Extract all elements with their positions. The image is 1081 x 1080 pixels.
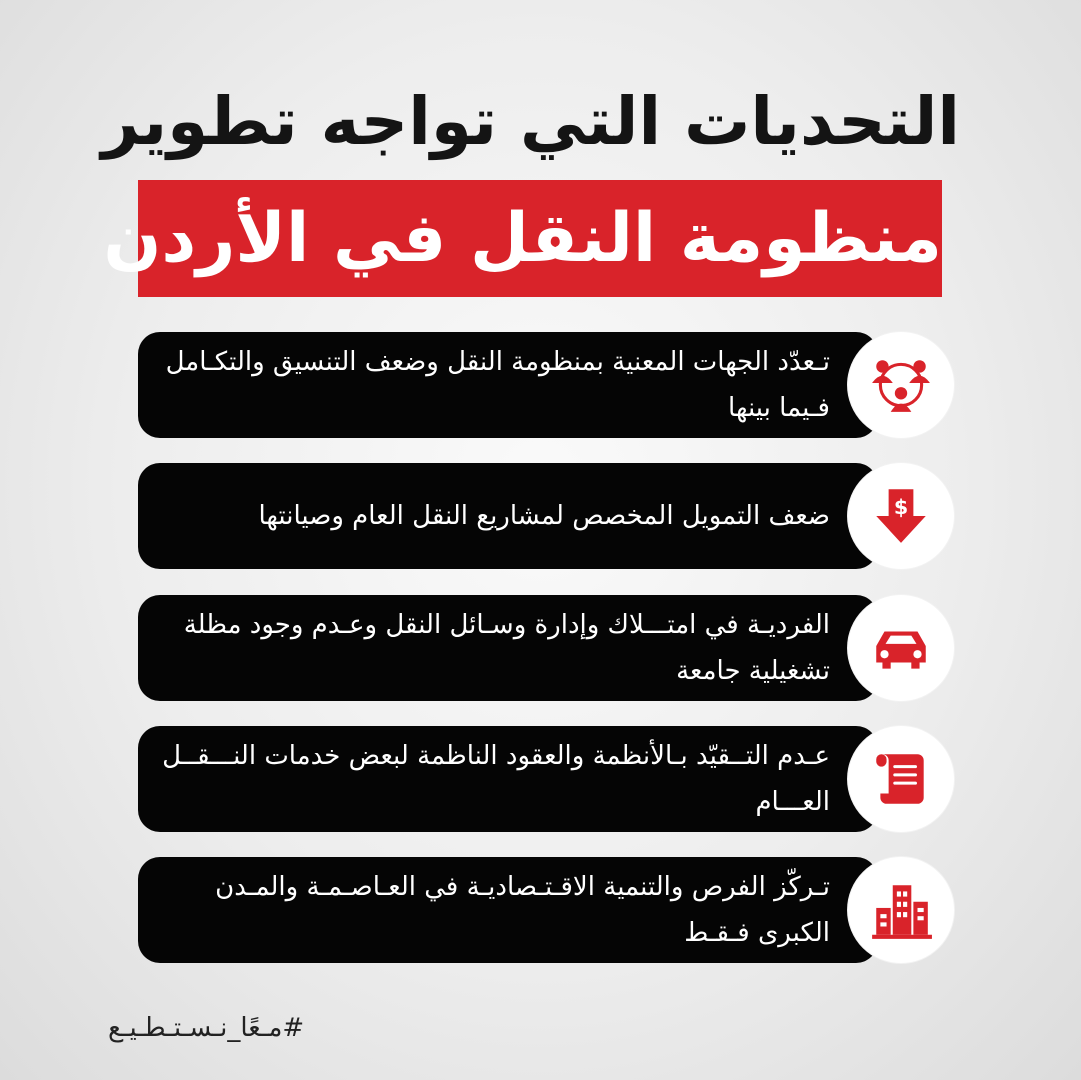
dollar-down-icon	[848, 463, 954, 569]
challenge-text-3: الفرديـة في امتـــلاك وإدارة وسـائل النقل وعـدم وجود مظلة تشغيلية جامعة	[183, 610, 830, 686]
svg-text:$: $	[893, 494, 909, 519]
page-title: التحديات التي تواجه تطوير	[101, 83, 960, 160]
hashtag: #مـعًا_نـسـتـطـيـع	[108, 1013, 305, 1043]
challenge-card-1	[138, 332, 878, 438]
challenge-text-5: تـركّز الفرص والتنمية الاقـتـصاديـة في العـاصـمـة والمـدن الكبرى فـقـط	[215, 872, 830, 948]
challenge-text-2: ضعف التمويل المخصص لمشاريع النقل العام وصيانتها	[258, 501, 830, 531]
scroll-icon	[848, 726, 954, 832]
challenge-card-3	[138, 595, 878, 701]
title-banner: منظومة النقل في الأردن	[138, 180, 942, 297]
car-icon	[848, 595, 954, 701]
challenge-card-5	[138, 857, 878, 963]
challenge-text-1: تـعدّد الجهات المعنية بمنظومة النقل وضعف التنسيق والتكـامل فـيما بينها	[165, 347, 830, 423]
challenge-card-2	[138, 463, 878, 569]
challenge-card-4	[138, 726, 878, 832]
challenge-text-4: عـدم التــقيّد بـالأنظمة والعقود الناظمة لبعض خدمات النـــقــل العـــام	[162, 741, 830, 817]
buildings-icon	[848, 857, 954, 963]
people-network-icon	[848, 332, 954, 438]
